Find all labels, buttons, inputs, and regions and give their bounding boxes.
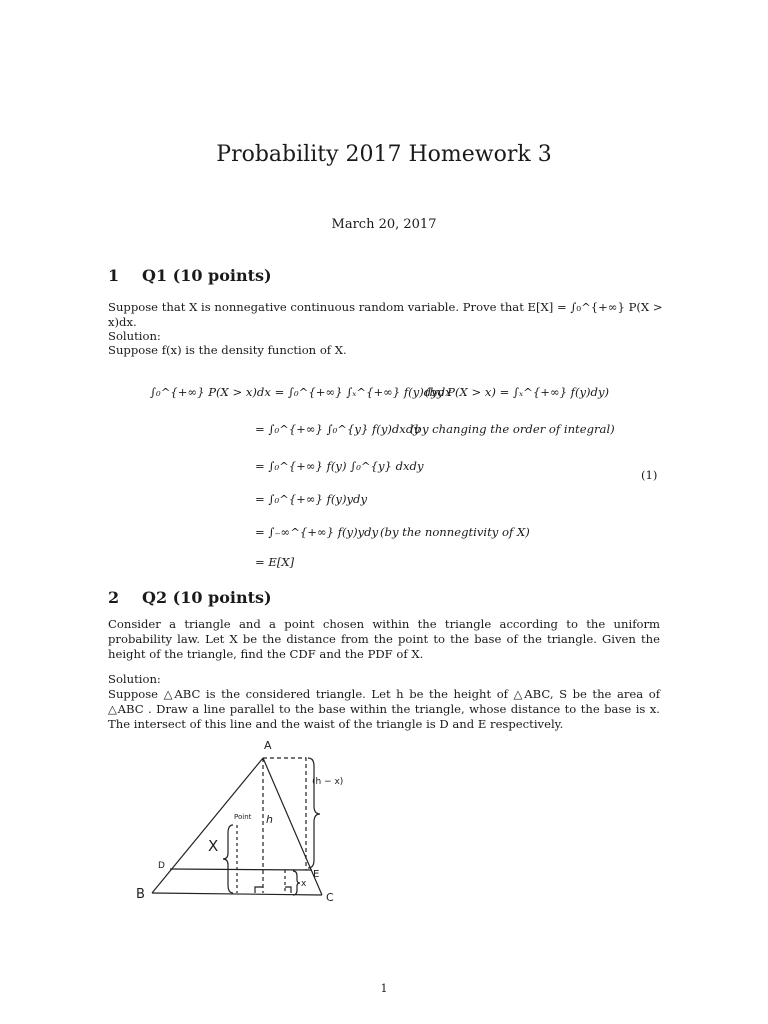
line-de: [170, 869, 312, 870]
q1-statement: Suppose that X is nonnegative continuous random variable. Prove that E[X] = ∫₀^{+∞} P(X > x)dx.: [108, 300, 663, 329]
triangle-figure: [130, 735, 370, 910]
label-h-minus-x: (h − x): [312, 777, 344, 787]
equation-line-3: = ∫₀^{+∞} f(y) ∫₀^{y} dxdy: [255, 459, 424, 473]
section-heading-q2: [108, 588, 272, 607]
q1-solution-label: Solution:: [108, 329, 161, 343]
section-title: Q2 (10 points): [142, 588, 272, 607]
q2-solution-label: Solution:: [108, 672, 161, 686]
equation-note-2: (by changing the order of integral): [410, 422, 615, 436]
brace-x-small: [293, 871, 300, 895]
date: March 20, 2017: [331, 217, 437, 232]
right-angle-mark: [285, 887, 291, 893]
label-a: A: [264, 739, 272, 752]
section-title: Q1 (10 points): [142, 266, 272, 285]
brace-h-minus-x: [308, 758, 320, 868]
label-b: B: [136, 887, 145, 902]
label-small-x: x: [301, 879, 307, 889]
label-e: E: [313, 869, 320, 880]
q2-statement: Consider a triangle and a point chosen within the triangle according to the uniform probability law. Let X be the distance from the point to the base of the triangle. Given the height of the triangle, find the CDF and the PDF of X.: [108, 617, 660, 661]
equation-line-2: = ∫₀^{+∞} ∫₀^{y} f(y)dxdy: [255, 422, 420, 436]
brace-x-big: [223, 825, 233, 893]
label-h: h: [266, 813, 273, 826]
label-point: Point: [234, 813, 252, 821]
page-title: Probability 2017 Homework 3: [216, 142, 552, 167]
equation-line-4: = ∫₀^{+∞} f(y)ydy: [255, 492, 368, 506]
right-angle-mark: [255, 887, 263, 893]
equation-line-5: = ∫₋∞^{+∞} f(y)ydy: [255, 525, 379, 539]
equation-number: (1): [641, 468, 658, 482]
q2-solution-text: Suppose △ABC is the considered triangle. Let h be the height of △ABC, S be the area of △ABC . Draw a line parallel to the base within the triangle, whose distance to the base is x. The intersect of this line and the waist of the triangle is D and E respectively.: [108, 687, 660, 731]
q1-solution-line: Suppose f(x) is the density function of X.: [108, 343, 347, 357]
label-c: C: [326, 891, 334, 904]
section-number: 2: [108, 588, 120, 607]
side-ab: [152, 758, 263, 893]
equation-note-3: (by the nonnegtivity of X): [380, 525, 530, 539]
page-number: 1: [380, 982, 388, 995]
equation-note-1: (by P(X > x) = ∫ₓ^{+∞} f(y)dy): [425, 385, 610, 399]
label-d: D: [158, 861, 165, 871]
equation-line-6: = E[X]: [255, 555, 295, 569]
section-number: 1: [108, 266, 120, 285]
section-heading-q1: [108, 266, 272, 285]
label-big-x: X: [208, 837, 219, 855]
equation-line-1: ∫₀^{+∞} P(X > x)dx = ∫₀^{+∞} ∫ₓ^{+∞} f(y)dydx: [150, 385, 452, 399]
